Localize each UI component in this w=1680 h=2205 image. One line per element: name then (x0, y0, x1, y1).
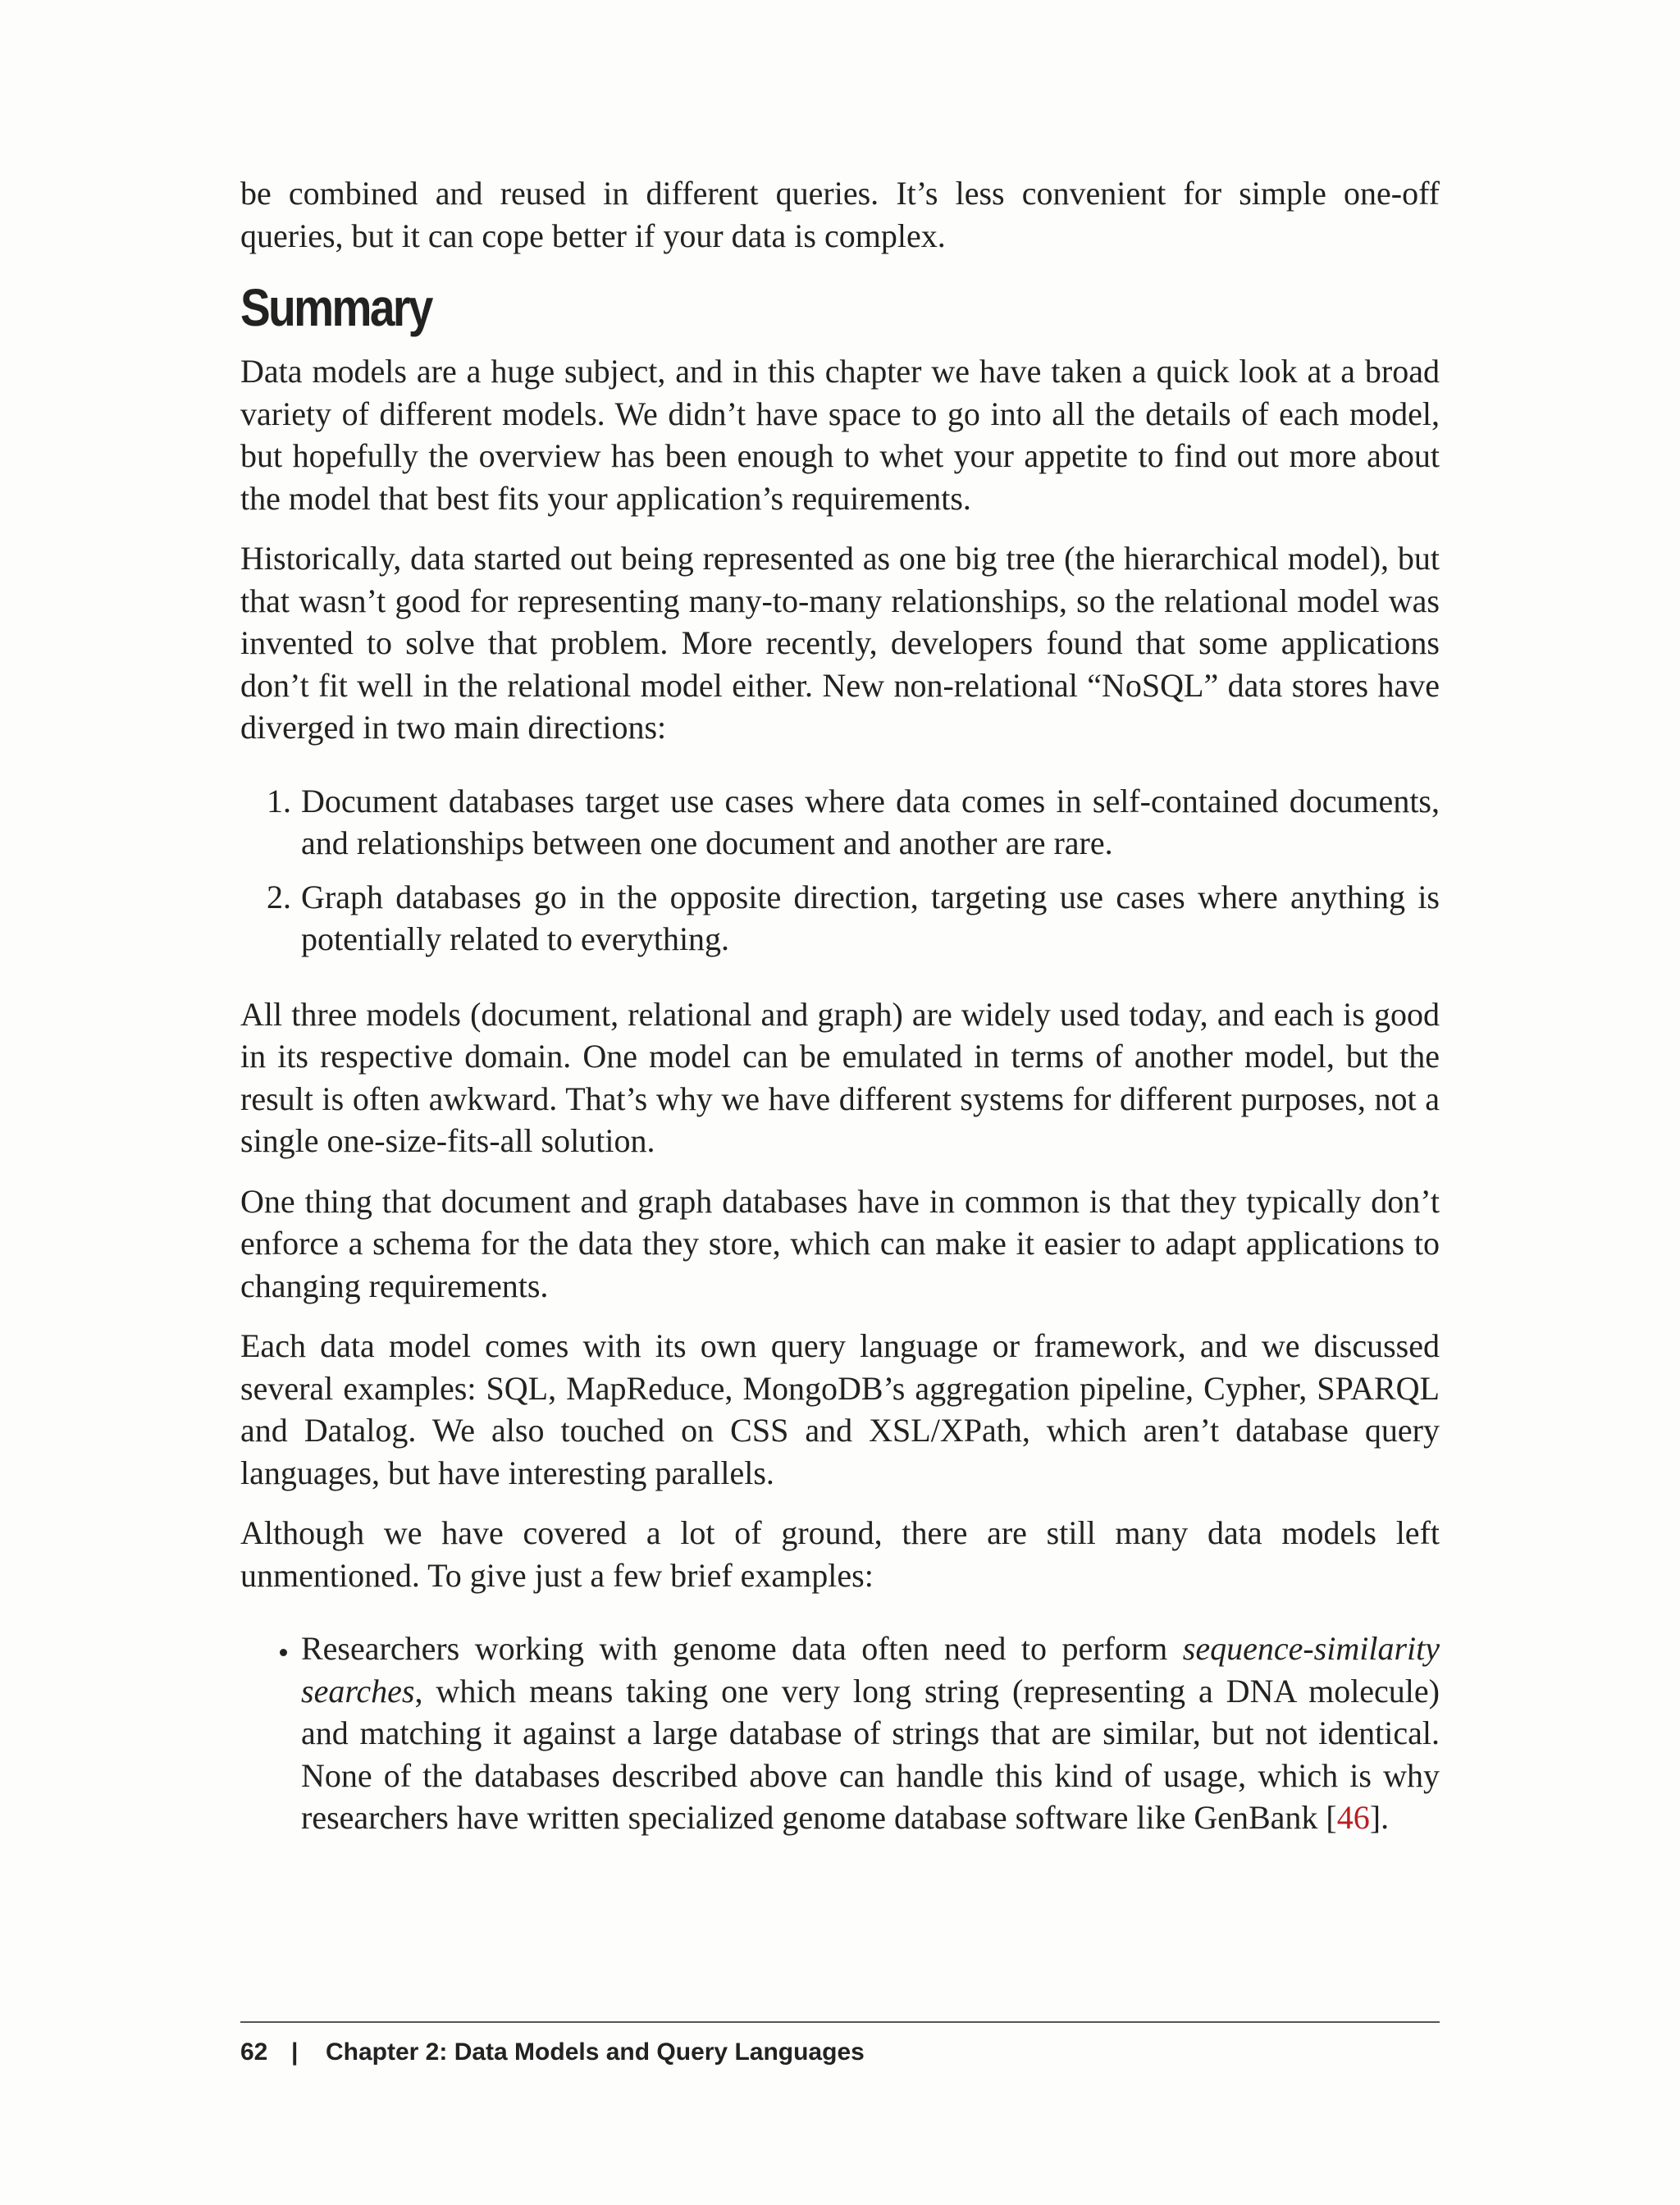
chapter-title: Chapter 2: Data Models and Query Languages (326, 2038, 865, 2066)
summary-paragraph-1: Data models are a huge subject, and in this chapter we have taken a quick look at a broad variety of different models. We didn’t have space to go into all the details of each model, but hopefully the overview has been enough to whet your appetite to find out more about the model that best fits your application’s requirements. (240, 353, 1440, 517)
summary-paragraph-2: Historically, data started out being represented as one big tree (the hierarchical model), but that wasn’t good for representing many-to-many relationships, so the relational model was invented to solve that problem. More recently, developers found that some applications don’t fit well in the relational model either. New non-relational “NoSQL” data stores have diverged in two main directions: (240, 540, 1440, 746)
section-title: Summary (240, 278, 431, 337)
page-content (240, 172, 1440, 1872)
footer-divider (240, 2021, 1440, 2023)
list-item: 2. Graph databases go in the opposite direction, targeting use cases where anything is potentially related to everything. (299, 876, 1440, 961)
summary-paragraph-3: All three models (document, relational and graph) are widely used today, and each is good in its respective domain. One model can be emulated in terms of another model, but the result is often awkward. That’s why we have different systems for different purposes, not a single one-size-fits-all solution. (240, 995, 1440, 1159)
summary-paragraph-4: One thing that document and graph databases have in common is that they typically don’t enforce a schema for the data they store, which can make it easier to adapt applications to changing requirements. (240, 1182, 1440, 1304)
page-footer (240, 2029, 865, 2075)
bullet-text-end: ]. (1369, 1799, 1390, 1836)
bullet-text-middle: , which means taking one very long string (representing a DNA molecule) and matching it against a large database of strings that are similar, but not identical. None of the databases described above can handle this kind of usage, which is why researchers have written specialized genome database software like GenBank [ (301, 1672, 1440, 1836)
citation-link[interactable]: 46 (1336, 1799, 1370, 1836)
bullet-emphasis: sequence-similarity searches (301, 1630, 1440, 1710)
summary-paragraph-5: Each data model comes with its own query language or framework, and we discussed several examples: SQL, MapReduce, MongoDB’s aggregation pipeline, Cypher, SPARQL and Datalog. We also touched on CSS and XSL/XPath, which aren’t database query languages, but have interesting parallels. (240, 1327, 1440, 1491)
bullet-list (240, 1628, 1440, 1839)
bullet-item (299, 1628, 1440, 1839)
footer-separator: | (291, 2038, 299, 2066)
page-number: 62 (240, 2038, 268, 2066)
bullet-text-start: Researchers working with genome data often need to perform (301, 1630, 1183, 1667)
list-item: 1. Document databases target use cases where data comes in self-contained documents, and relationships between one document and another are rare. (299, 780, 1440, 865)
summary-paragraph-6: Although we have covered a lot of ground, there are still many data models left unmentioned. To give just a few brief examples: (240, 1514, 1440, 1594)
numbered-list (240, 780, 1440, 961)
intro-paragraph: be combined and reused in different queries. It’s less convenient for simple one-off queries, but it can cope better if your data is complex. (240, 175, 1440, 254)
